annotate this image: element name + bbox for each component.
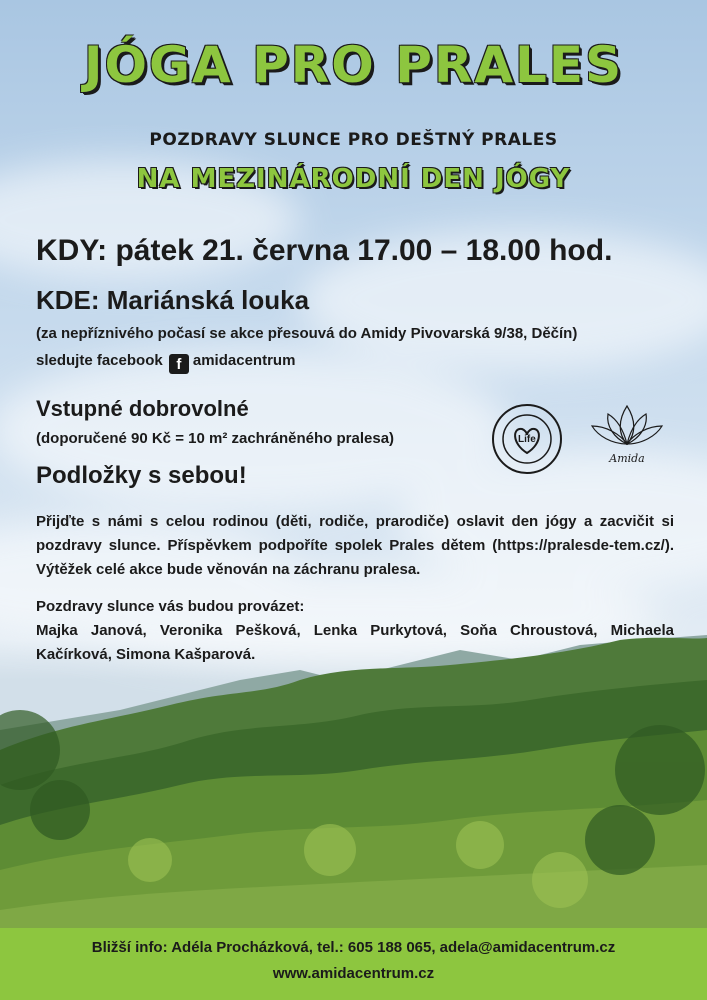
event-description: Přijďte s námi s celou rodinou (děti, rodiče, prarodiče) oslavit den jógy a zacvičit si pozdravy slunce. Příspěvkem podpoříte spolek Prales dětem (https://pralesde-tem.cz/). Výtěžek celé akce bude věnován na záchranu pralesa. (36, 513, 674, 578)
footer-bar (0, 928, 707, 1000)
event-where-note: (za nepříznivého počasí se akce přesouvá do Amidy Pivovarská 9/38, Děčín) (36, 325, 578, 342)
event-when: KDY: pátek 21. června 17.00 – 18.00 hod. (36, 234, 613, 267)
facebook-prefix: sledujte facebook (36, 352, 163, 369)
poster-subtitle-2: NA MEZINÁRODNÍ DEN JÓGY (136, 164, 571, 194)
event-where: KDE: Mariánská louka (36, 285, 310, 315)
entry-fee: Vstupné dobrovolné (36, 396, 249, 421)
guides-label: Pozdravy slunce vás budou provázet: (36, 598, 305, 615)
poster-subtitle: POZDRAVY SLUNCE PRO DEŠTNÝ PRALES (149, 130, 558, 150)
entry-fee-note: (doporučené 90 Kč = 10 m² zachráněného pralesa) (36, 430, 395, 447)
logo-left-text: Life (518, 434, 536, 445)
footer-contact[interactable]: Bližší info: Adéla Procházková, tel.: 605 188 065, adela@amidacentrum.cz (91, 939, 616, 956)
facebook-icon[interactable]: f (169, 354, 189, 374)
facebook-line (36, 352, 295, 374)
footer-website[interactable]: www.amidacentrum.cz (272, 965, 435, 982)
poster-title: JÓGA PRO PRALES (83, 36, 624, 94)
prales-life-logo (491, 403, 563, 475)
guides-list: Majka Janová, Veronika Pešková, Lenka Purkytová, Soňa Chroustová, Michaela Kačírková, Simona Kašparová. (36, 622, 674, 663)
facebook-name[interactable]: amidacentrum (192, 352, 296, 369)
amida-lotus-logo (584, 398, 670, 470)
bring-mats: Podložky s sebou! (36, 462, 247, 489)
logo-right-text: Amida (609, 452, 645, 465)
